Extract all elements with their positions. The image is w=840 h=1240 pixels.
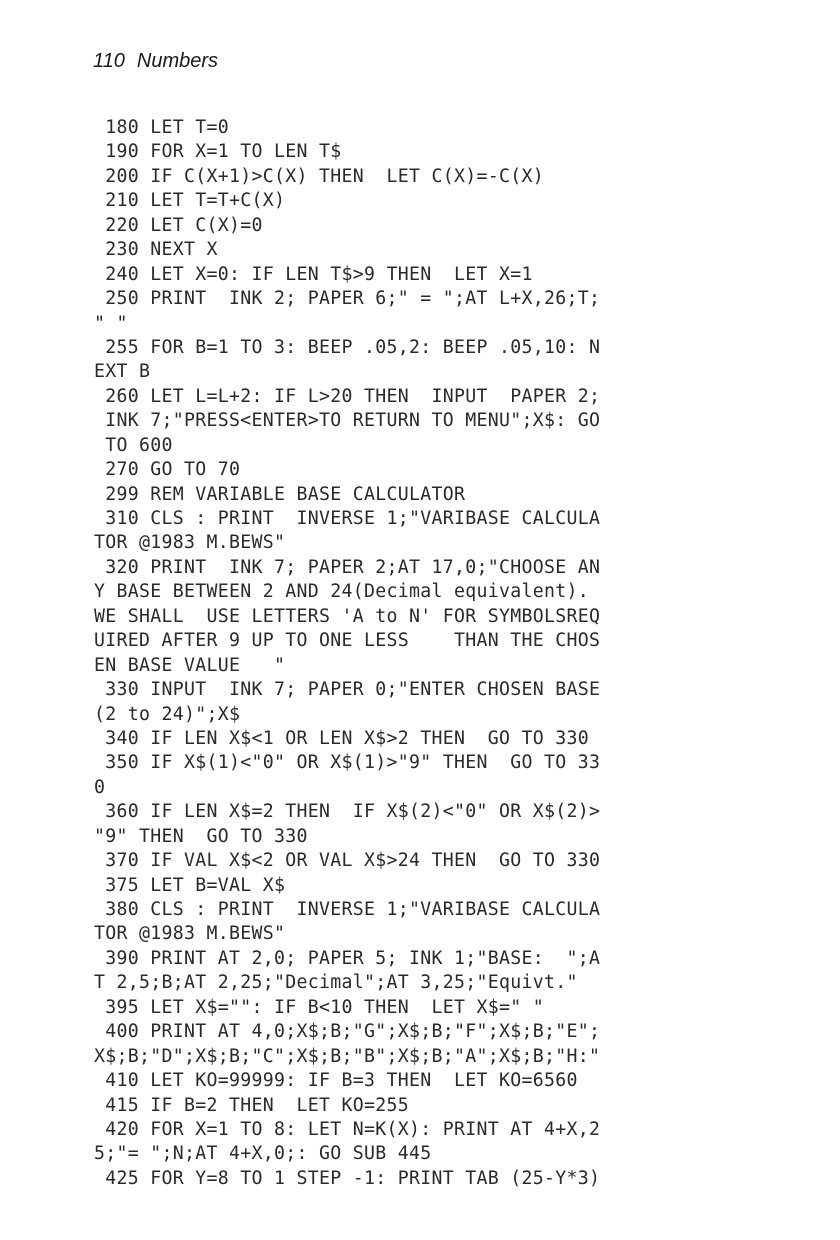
code-line: 240 LET X=0: IF LEN T$>9 THEN LET X=1 [94,263,533,285]
page-header [93,50,230,73]
code-line: 390 PRINT AT 2,0; PAPER 5; INK 1;"BASE: ";A [94,947,601,969]
code-line: 180 LET T=0 [94,117,229,138]
code-line: EN BASE VALUE " [94,654,286,676]
code-line: 380 CLS : PRINT INVERSE 1;"VARIBASE CALCULA [94,899,601,920]
code-line: 200 IF C(X+1)>C(X) THEN LET C(X)=-C(X) [94,165,544,187]
code-line: 340 IF LEN X$<1 OR LEN X$>2 THEN GO TO 330 [94,727,589,749]
code-line: T 2,5;B;AT 2,25;"Decimal";AT 3,25;"Equivt." [94,972,578,994]
code-line: 260 LET L=L+2: IF L>20 THEN INPUT PAPER 2; [94,385,601,407]
code-line: TOR @1983 M.BEWS" [94,923,286,945]
code-line: 190 FOR X=1 TO LEN T$ [94,141,342,163]
code-line: EXT B [94,361,151,383]
page-number: 110 [93,50,125,72]
code-line: 400 PRINT AT 4,0;X$;B;"G";X$;B;"F";X$;B;"E"; [94,1021,601,1043]
code-line: 210 LET T=T+C(X) [94,190,286,212]
code-line: " " [94,312,128,334]
code-line: 320 PRINT INK 7; PAPER 2;AT 17,0;"CHOOSE AN [94,556,601,578]
code-line: TO 600 [94,434,173,456]
code-line: 395 LET X$="": IF B<10 THEN LET X$=" " [94,996,544,1018]
code-line: X$;B;"D";X$;B;"C";X$;B;"B";X$;B;"A";X$;B;"H:" [94,1045,601,1067]
code-line: 230 NEXT X [94,239,218,261]
basic-program-listing [94,116,834,1191]
code-line: 220 LET C(X)=0 [94,214,263,236]
code-line: 330 INPUT INK 7; PAPER 0;"ENTER CHOSEN BASE [94,679,601,701]
code-line: 310 CLS : PRINT INVERSE 1;"VARIBASE CALCULA [94,508,601,529]
code-line: (2 to 24)";X$ [94,703,241,725]
code-line: 370 IF VAL X$<2 OR VAL X$>24 THEN GO TO 330 [94,850,601,872]
code-line: 410 LET KO=99999: IF B=3 THEN LET KO=6560 [94,1070,578,1092]
code-line: 255 FOR B=1 TO 3: BEEP .05,2: BEEP .05,10: N [94,336,601,358]
code-line: 0 [94,776,106,798]
code-line: WE SHALL USE LETTERS 'A to N' FOR SYMBOLSREQ [94,605,601,627]
code-line: 270 GO TO 70 [94,459,241,481]
code-line: 420 FOR X=1 TO 8: LET N=K(X): PRINT AT 4+X,2 [94,1118,601,1140]
code-line: 425 FOR Y=8 TO 1 STEP -1: PRINT TAB (25-Y*3) [94,1167,601,1189]
code-line: INK 7;"PRESS<ENTER>TO RETURN TO MENU";X$: GO [94,410,601,432]
code-line: 350 IF X$(1)<"0" OR X$(1)>"9" THEN GO TO 33 [94,752,601,774]
code-line: "9" THEN GO TO 330 [94,825,308,847]
code-line: 415 IF B=2 THEN LET KO=255 [94,1094,409,1116]
code-line: TOR @1983 M.BEWS" [94,532,286,554]
code-line: UIRED AFTER 9 UP TO ONE LESS THAN THE CHOS [94,630,601,652]
section-title: Numbers [136,50,219,72]
code-line: 360 IF LEN X$=2 THEN IF X$(2)<"0" OR X$(2)> [94,801,601,823]
code-line: Y BASE BETWEEN 2 AND 24(Decimal equivalent). [94,581,589,603]
code-line: 375 LET B=VAL X$ [94,874,286,896]
code-line: 250 PRINT INK 2; PAPER 6;" = ";AT L+X,26;T; [94,288,601,310]
code-line: 299 REM VARIABLE BASE CALCULATOR [94,483,466,505]
code-line: 5;"= ";N;AT 4+X,0;: GO SUB 445 [94,1143,432,1165]
